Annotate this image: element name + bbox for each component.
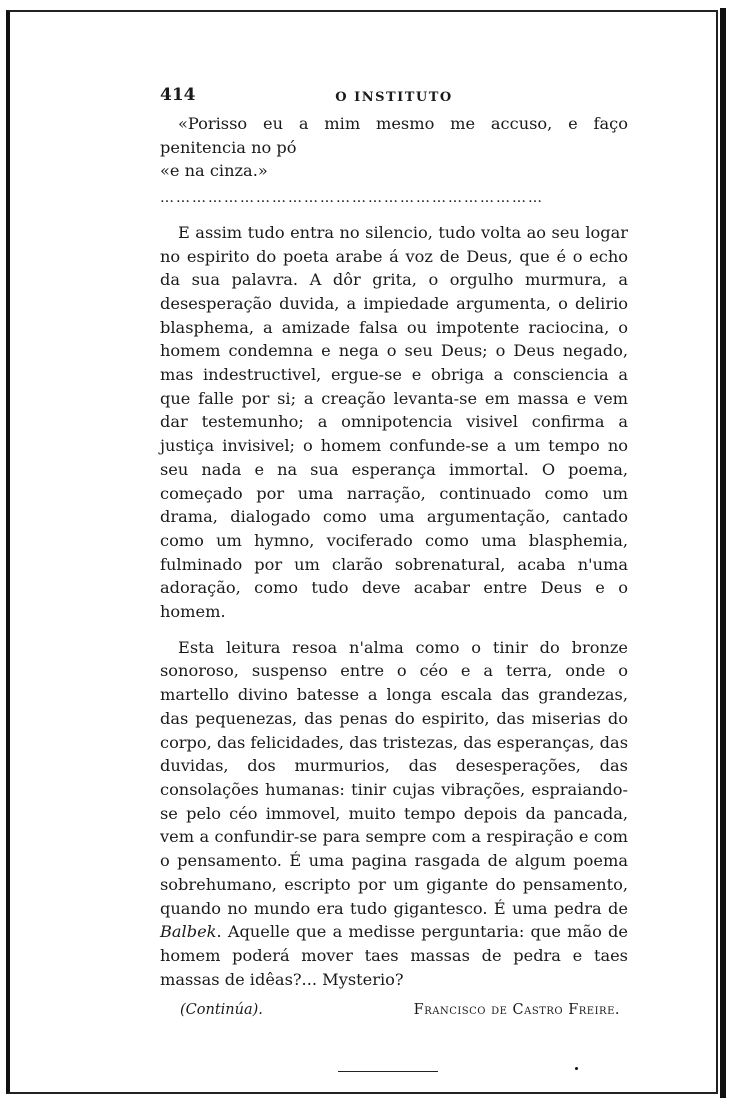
- signature-row: [160, 999, 628, 1023]
- scan-border-bar: [720, 8, 726, 1098]
- author-name: Francisco de Castro Freire.: [413, 1002, 620, 1019]
- paragraph-2-text-a: Esta leitura resoa n'alma como o tinir do bronze sonoroso, suspenso entre o céo e a terra, onde o martello divino batesse a longa escala das grandezas, das pequenezas, das penas do espirito, das miserias do corpo, das felicidades, das tristezas, das esperanças, das duvidas, dos murmurios, das desesperações, das consolações humanas: tinir cujas vibrações, espraiando-se pelo céo immovel, muito tempo depois da pancada, vem a confundir-se para sempre com a respiração e com o pensamento. É uma pagina rasgada de algum poema sobrehumano, escripto por um gigante do pensamento, quando no mundo era tudo gigantesco. É uma pedra de: [160, 637, 628, 918]
- paragraph-2-text-b: . Aquelle que a medisse perguntaria: que mão de homem poderá mover taes massas de pedra e taes massas de idêas?... Mysterio?: [160, 922, 628, 989]
- page-content: [160, 84, 628, 1023]
- quote-line-2: «e na cinza.»: [160, 161, 268, 181]
- page-number: 414: [160, 85, 196, 105]
- scan-mark: [575, 1067, 578, 1070]
- page-header: [160, 84, 628, 112]
- closing-rule: [338, 1071, 438, 1072]
- paragraph-2: [160, 636, 628, 992]
- quote-line-1: «Porisso eu a mim mesmo me accuso, e faço penitencia no pó: [160, 114, 628, 157]
- paragraph-1: E assim tudo entra no silencio, tudo volta ao seu logar no espirito do poeta arabe á voz de Deus, que é o echo da sua palavra. A dôr grita, o orgulho murmura, a desesperação duvida, a impiedade argumenta, o delirio blasphema, a amizade falsa ou impotente raciocina, o homem condemna e nega o seu Deus; o Deus negado, mas indestructivel, ergue-se e obriga a consciencia a que falle por si; a creação levanta-se em massa e vem dar testemunho; a omnipotencia visivel confirma a justiça invisivel; o homem confunde-se a um tempo no seu nada e na sua esperança immortal. O poema, começado por uma narração, continuado como um drama, dialogado como uma argumentação, cantado como um hymno, vociferado como uma blasphemia, fulminado por um clarão sobrenatural, acaba n'uma adoração, como tudo deve acabar entre Deus e o homem.: [160, 222, 628, 622]
- continua-note: (Continúa).: [180, 1002, 263, 1019]
- ellipsis-divider: ………………………………………………………………: [160, 190, 544, 207]
- place-name-balbek: Balbek: [160, 922, 217, 942]
- running-title: O INSTITUTO: [335, 90, 453, 105]
